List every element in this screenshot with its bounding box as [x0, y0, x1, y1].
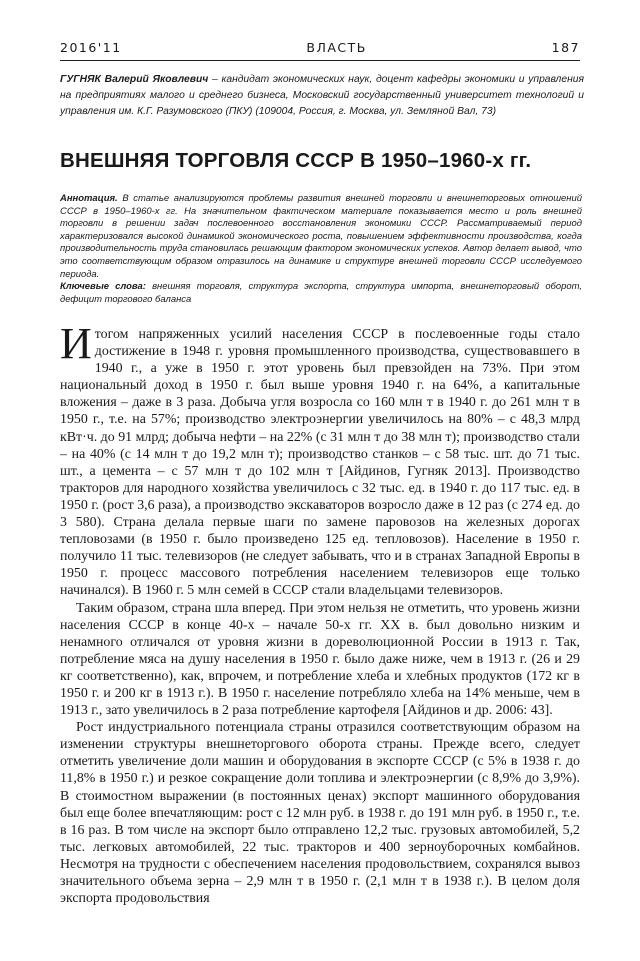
- journal-name: ВЛАСТЬ: [306, 40, 367, 55]
- author-affiliation: – кандидат экономических наук, доцент кафедры экономики и управления на предприятиях малого и среднего бизнеса, Московский государственный университет технологий и управления им. К.Г. Разумовского (ПКУ) (109004, Россия, г. Москва, ул. Земляной Вал, 73): [60, 74, 584, 117]
- article-body: [60, 319, 580, 907]
- author-name: ГУГНЯК Валерий Яковлевич: [60, 74, 209, 85]
- author-info: [60, 72, 584, 120]
- issue-label: 2016'11: [60, 40, 122, 55]
- keywords-text: внешняя торговля, структура экспорта, структура импорта, внешнеторговый оборот, дефицит торгового баланса: [60, 281, 582, 305]
- keywords-label: Ключевые слова:: [60, 281, 146, 293]
- abstract: [60, 193, 582, 281]
- article-title: ВНЕШНЯЯ ТОРГОВЛЯ СССР В 1950–1960-х гг.: [60, 149, 532, 172]
- page-number: 187: [551, 40, 580, 55]
- keywords: [60, 281, 582, 306]
- paragraph-text: тогом напряженных усилий населения СССР в послевоенные годы стало достижение в 1948 г. уровня промышленного производства, существовавшего в 1940 г., а уже в 1950 г. этот уровень был превзойден на 73%. При этом национальный доход в 1950 г. был выше уровня 1940 г. на 64%, а капитальные вложения – даже в 3 раза. Добыча угля возросла со 160 млн т в 1940 г. до 261 млн т в 1950 г., т.е. на 57%; производство электроэнергии увеличилось на 80% – с 48,3 млрд кВт·ч. до 91 млрд; добыча нефти – на 22% (с 31 млн т до 38 млн т); производство стали – на 40% (с 14 млн т до 19,2 млн т); производство станков – с 58 тыс. шт. до 71 тыс. шт., а цемента – с 57 млн т до 102 млн т [Айдинов, Гугняк 2013]. Производство тракторов для народного хозяйства увеличилось с 32 тыс. ед. в 1940 г. до 117 тыс. ед. в 1950 г. (рост 3,6 раза), а производство экскаваторов возросло даже в 12 раз (с 274 ед. до 3 580). Страна делала первые шаги по замене паровозов на железных дорогах тепловозами (в 1950 г. было произведено 125 ед. тепловозов). Население в 1950 г. получило 11 тыс. телевизоров (не следует забывать, что и в странах Западной Европы в 1950 г. процесс массового потребления населением телевизоров еще только начинался). В 1960 г. 5 млн семей в СССР стали владельцами телевизоров.: [60, 327, 580, 599]
- drop-cap: И: [60, 319, 92, 368]
- abstract-text: В статье анализируются проблемы развития внешней торговли и внешнеторговых отношений СССР в 1950–1960-х гг. На значительном фактическом материале показывается место и роль внешней торговли в решении задач послевоенного восстановления экономики СССР. Рассматриваемый период характеризовался высокой динамикой экономического роста, повышением эффективности производства, когда производительность труда становилась решающим фактором экономических успехов. Автор делает вывод, что это соответствующим образом отразилось на динамике и структуре внешней торговли СССР исследуемого периода.: [60, 193, 582, 280]
- body-paragraph: Таким образом, страна шла вперед. При этом нельзя не отметить, что уровень жизни населения СССР в конце 40-х – начале 50-х гг. XX в. был довольно низким и ненамного отличался от уровня жизни в дореволюционной России в 1913 г. Так, потребление мяса на душу населения в 1950 г. было даже ниже, чем в 1913 г. (26 и 29 кг соответственно), как, впрочем, и потребление хлеба и хлебных продуктов (172 кг в 1950 г. и 200 кг в 1913 г.). В 1950 г. население потребляло хлеба на 14% меньше, чем в 1913 г., зато увеличилось в 2 раза потребление картофеля [Айдинов и др. 2006: 43].: [60, 600, 580, 719]
- abstract-block: [60, 193, 582, 306]
- running-header: [60, 40, 580, 55]
- abstract-label: Аннотация.: [60, 193, 118, 204]
- body-paragraph: [60, 319, 580, 600]
- header-divider: [60, 60, 580, 61]
- body-paragraph: Рост индустриального потенциала страны отразился соответствующим образом на изменении структуры внешнеторгового оборота страны. Прежде всего, следует отметить увеличение доли машин и оборудования в экспорте СССР (с 5% в 1938 г. до 11,8% в 1950 г.) и резкое сокращение доли топлива и электроэнергии (с 8,9% до 3,9%). В стоимостном выражении (в постоянных ценах) экспорт машинного оборудования был еще более впечатляющим: рост с 12 млн руб. в 1938 г. до 191 млн руб. в 1950 г., т.е. в 16 раз. В том числе на экспорт было отправлено 12,2 тыс. грузовых автомобилей, 5,2 тыс. легковых автомобилей, 22 тыс. тракторов и 400 зерноуборочных комбайнов. Несмотря на трудности с обеспечением населения продовольствием, сохранялся вывоз значительного объема зерна – 2,9 млн т в 1950 г. (2,1 млн т в 1938 г.). В целом доля экспорта продовольствия: [60, 720, 580, 907]
